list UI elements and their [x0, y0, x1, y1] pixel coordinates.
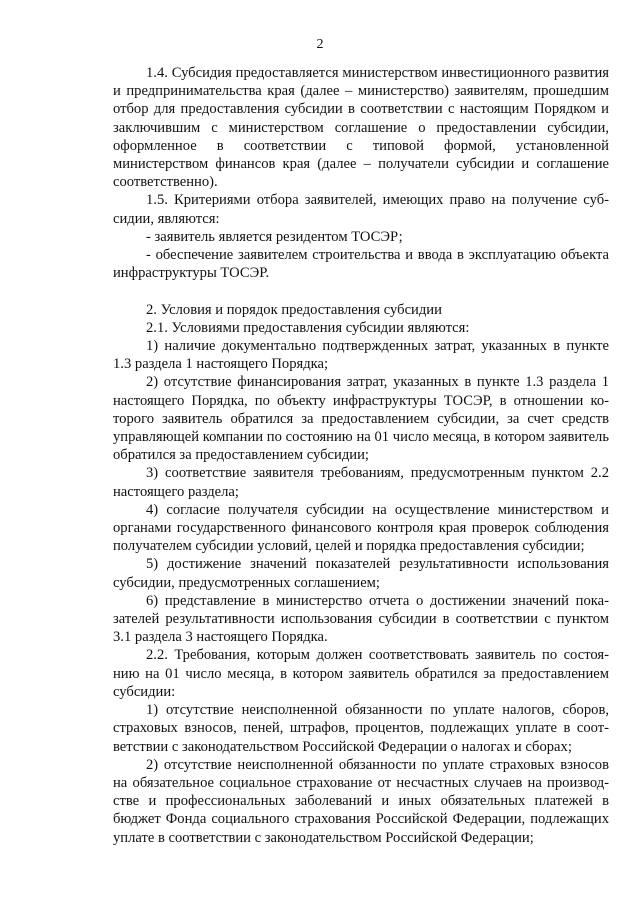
paragraph-1-4: 1.4. Субсидия предоставляется министерством инвестиционного развития и предпринимательства края (далее – министерство) заявителям, прошедшим отбор для предоставления субсидии в соответствии с настоящим Порядком и заключившим с министерством соглашение о предоставлении субсидии, оформленное в соответствии с типовой формой, установленной министерством финансов края (далее – получатели субсидии и соглашение соответственно). — [113, 65, 609, 191]
paragraph-1-5: 1.5. Критериями отбора заявителей, имеющих право на получение субсидии, являются: — [113, 192, 609, 227]
document-body — [113, 64, 609, 847]
condition-6: 6) представление в министерство отчета о достижении значений показателей результативности использования субсидии в соответствии с пунктом 3.1 раздела 3 настоящего Порядка. — [113, 592, 609, 646]
condition-1: 1) наличие документально подтвержденных затрат, указанных в пункте 1.3 раздела 1 настоящего Порядка; — [113, 338, 609, 373]
condition-5: 5) достижение значений показателей результативности использования субсидии, предусмотренных соглашением; — [113, 556, 609, 591]
condition-3: 3) соответствие заявителя требованиям, предусмотренным пунктом 2.2 настоящего раздела; — [113, 465, 609, 500]
condition-4: 4) согласие получателя субсидии на осуществление министерством и органами государственного финансового контроля края проверок соблюдения получателем субсидии условий, целей и порядка предоставления субсидии; — [113, 501, 609, 555]
criterion-construction: - обеспечение заявителем строительства и ввода в эксплуатацию объекта инфраструктуры ТОСЭР. — [113, 247, 609, 282]
section-spacer — [113, 282, 609, 300]
criterion-resident: - заявитель является резидентом ТОСЭР; — [146, 228, 403, 245]
requirement-1: 1) отсутствие неисполненной обязанности по уплате налогов, сборов, страховых взносов, пеней, штрафов, процентов, подлежащих уплате в соответствии с законодательством Российской Федерации о налогах и сборах; — [113, 702, 609, 755]
page-number: 2 — [316, 37, 324, 52]
section-2-heading: 2. Условия и порядок предоставления субсидии — [146, 301, 442, 318]
paragraph-2-1: 2.1. Условиями предоставления субсидии являются: — [146, 319, 470, 336]
paragraph-2-2: 2.2. Требования, которым должен соответствовать заявитель по состоянию на 01 число месяца, в котором заявитель обратился за предоставлением субсидии: — [113, 647, 609, 700]
condition-2: 2) отсутствие финансирования затрат, указанных в пункте 1.3 раздела 1 настоящего Порядка, по объекту инфраструктуры ТОСЭР, в отношении которого заявитель обратился за предоставлением субсидии, за счет средств управляющей компании по состоянию на 01 число месяца, в котором заявитель обратился за предоставлением субсидии; — [113, 374, 609, 464]
requirement-2: 2) отсутствие неисполненной обязанности по уплате страховых взносов на обязательное социальное страхование от несчастных случаев на производстве и профессиональных заболеваний и иных обязательных платежей в бюджет Фонда социального страхования Российской Федерации, подлежащих уплате в соответствии с законодательством Российской Федерации; — [113, 756, 609, 846]
